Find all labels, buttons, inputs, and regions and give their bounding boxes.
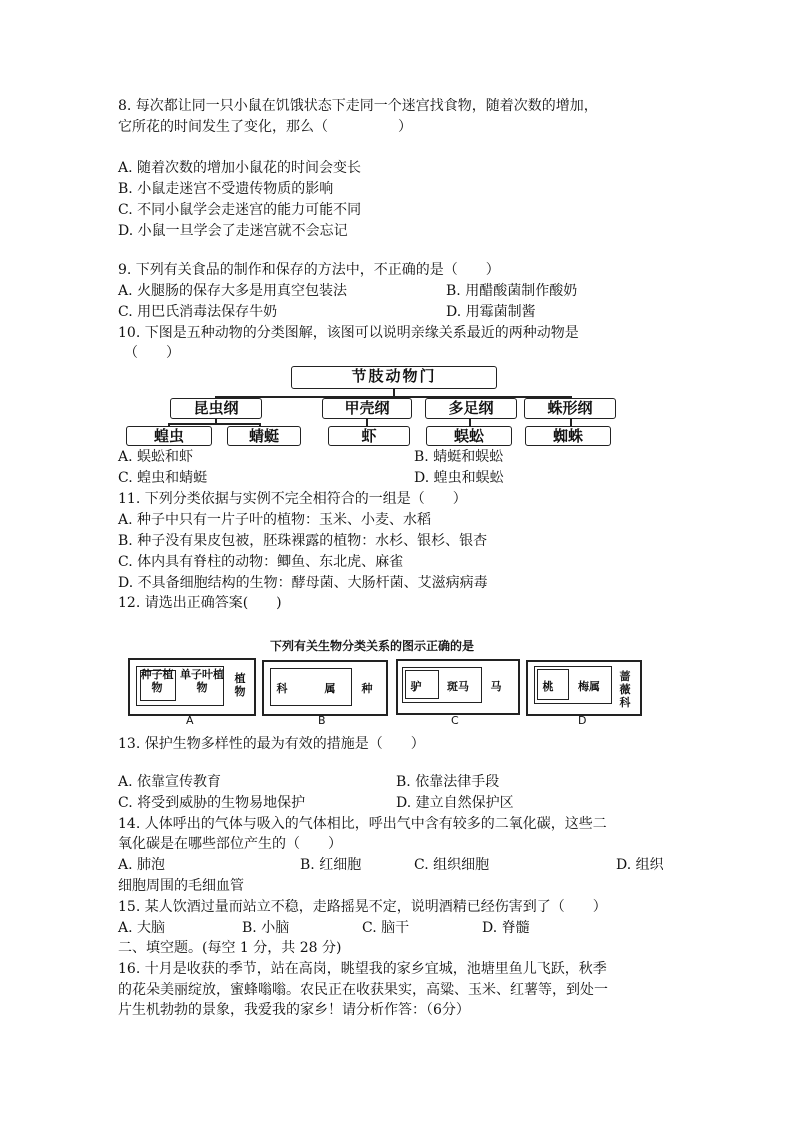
diagram-class-arachnida: 蛛形纲 <box>524 398 616 419</box>
q8-option-d: D. 小鼠一旦学会了走迷宫就不会忘记 <box>118 223 348 239</box>
figure-d-label-prunus: 梅属 <box>578 680 600 693</box>
q16-line2: 的花朵美丽绽放，蜜蜂嗡嗡。农民正在收获果实，高粱、玉米、红薯等，到处一 <box>118 982 608 998</box>
q13-option-b: B. 依靠法律手段 <box>396 774 500 790</box>
q16-line1: 16. 十月是收获的季节，站在高岗，眺望我的家乡宜城，池塘里鱼儿飞跃，秋季 <box>118 961 607 977</box>
figure-c-label-donkey: 驴 <box>410 680 422 693</box>
q10-option-c: C. 蝗虫和蜻蜓 <box>118 470 208 486</box>
q10-option-b: B. 蜻蜓和蜈蚣 <box>414 449 504 465</box>
q9-option-b: B. 用醋酸菌制作酸奶 <box>446 283 578 299</box>
diagram-animal-centipede: 蜈蚣 <box>426 426 512 446</box>
figure-a-label-plants: 植物 <box>234 672 246 698</box>
figure-a-label-seed-plants: 种子植物 <box>140 668 174 694</box>
q15-stem: 15. 某人饮酒过量而站立不稳，走路摇晃不定，说明酒精已经伤害到了（ ） <box>118 899 607 915</box>
figure-b-label-family: 科 <box>276 682 288 695</box>
q8-option-a: A. 随着次数的增加小鼠花的时间会变长 <box>118 160 362 176</box>
section-heading-fill-in: 二、填空题。(每空 1 分，共 28 分) <box>118 940 342 956</box>
q8-stem-line2: 它所花的时间发生了变化，那么（ ） <box>118 119 412 135</box>
diagram-class-insecta: 昆虫纲 <box>170 398 262 419</box>
figure-d-caption: D <box>578 714 587 727</box>
figure-b-label-genus: 属 <box>324 682 336 695</box>
q8-option-b: B. 小鼠走迷宫不受遗传物质的影响 <box>118 181 334 197</box>
q13-option-d: D. 建立自然保护区 <box>396 795 514 811</box>
q11-option-c: C. 体内具有脊柱的动物：鲫鱼、东北虎、麻雀 <box>118 554 404 570</box>
q11-option-a: A. 种子中只有一片子叶的植物：玉米、小麦、水稻 <box>118 512 432 528</box>
figure-b-caption: B <box>318 714 326 727</box>
q13-stem: 13. 保护生物多样性的最为有效的措施是（ ） <box>118 736 425 752</box>
q11-option-d: D. 不具备细胞结构的生物：酵母菌、大肠杆菌、艾滋病病毒 <box>118 575 488 591</box>
diagram-class-crustacea: 甲壳纲 <box>322 398 412 419</box>
q14-stem-line1: 14. 人体呼出的气体与吸入的气体相比，呼出气中含有较多的二氧化碳，这些二 <box>118 816 607 832</box>
figure-title: 下列有关生物分类关系的图示正确的是 <box>270 639 475 653</box>
q9-option-c: C. 用巴氏消毒法保存牛奶 <box>118 304 278 320</box>
q13-option-c: C. 将受到威胁的生物易地保护 <box>118 795 306 811</box>
q12-stem: 12. 请选出正确答案( ) <box>118 595 282 611</box>
diagram-root-phylum: 节肢动物门 <box>291 366 497 389</box>
figure-c-label-horse: 马 <box>490 680 502 693</box>
diagram-class-myriapoda: 多足纲 <box>425 398 517 419</box>
q8-option-c: C. 不同小鼠学会走迷宫的能力可能不同 <box>118 202 362 218</box>
q9-option-a: A. 火腿肠的保存大多是用真空包装法 <box>118 283 348 299</box>
q9-option-d: D. 用霉菌制酱 <box>446 304 536 320</box>
q14-option-a: A. 肺泡 <box>118 857 166 873</box>
figure-d-label-peach: 桃 <box>542 680 554 693</box>
q14-option-d-line1: D. 组织 <box>616 857 664 873</box>
q10-option-d: D. 蝗虫和蜈蚣 <box>414 470 504 486</box>
q10-stem-line2: （ ） <box>124 345 180 361</box>
q9-stem: 9. 下列有关食品的制作和保存的方法中，不正确的是（ ） <box>118 262 500 278</box>
q16-line3: 片生机勃勃的景象，我爱我的家乡！请分析作答：（6分） <box>118 1002 470 1018</box>
q8-stem-line1: 8. 每次都让同一只小鼠在饥饿状态下走同一个迷宫找食物，随着次数的增加， <box>118 98 598 114</box>
figure-a-label-monocots: 单子叶植物 <box>180 668 224 694</box>
q14-option-d-line2: 细胞周围的毛细血管 <box>118 878 244 894</box>
figure-a-caption: A <box>186 714 194 727</box>
q15-option-b: B. 小脑 <box>242 920 290 936</box>
figure-c-label-zebra: 斑马 <box>447 680 469 693</box>
diagram-animal-spider: 蜘蛛 <box>525 426 611 446</box>
q10-option-a: A. 蜈蚣和虾 <box>118 449 194 465</box>
q10-stem-line1: 10. 下图是五种动物的分类图解，该图可以说明亲缘关系最近的两种动物是 <box>118 325 579 341</box>
q15-option-a: A. 大脑 <box>118 920 166 936</box>
q15-option-d: D. 脊髓 <box>482 920 530 936</box>
q11-option-b: B. 种子没有果皮包被，胚珠裸露的植物：水杉、银杉、银杏 <box>118 533 488 549</box>
diagram-animal-shrimp: 虾 <box>328 426 410 446</box>
q15-option-c: C. 脑干 <box>362 920 410 936</box>
figure-c-caption: C <box>451 714 459 727</box>
figure-b-label-species: 种 <box>361 682 373 695</box>
q14-option-b: B. 红细胞 <box>300 857 362 873</box>
diagram-animal-dragonfly: 蜻蜓 <box>227 426 301 446</box>
q14-stem-line2: 氧化碳是在哪些部位产生的（ ） <box>118 836 342 852</box>
q14-option-c: C. 组织细胞 <box>414 857 490 873</box>
diagram-animal-locust: 蝗虫 <box>126 426 212 446</box>
q13-option-a: A. 依靠宣传教育 <box>118 774 222 790</box>
q11-stem: 11. 下列分类依据与实例不完全相符合的一组是（ ） <box>118 491 467 507</box>
figure-d-label-rosaceae: 蔷薇科 <box>619 670 631 709</box>
